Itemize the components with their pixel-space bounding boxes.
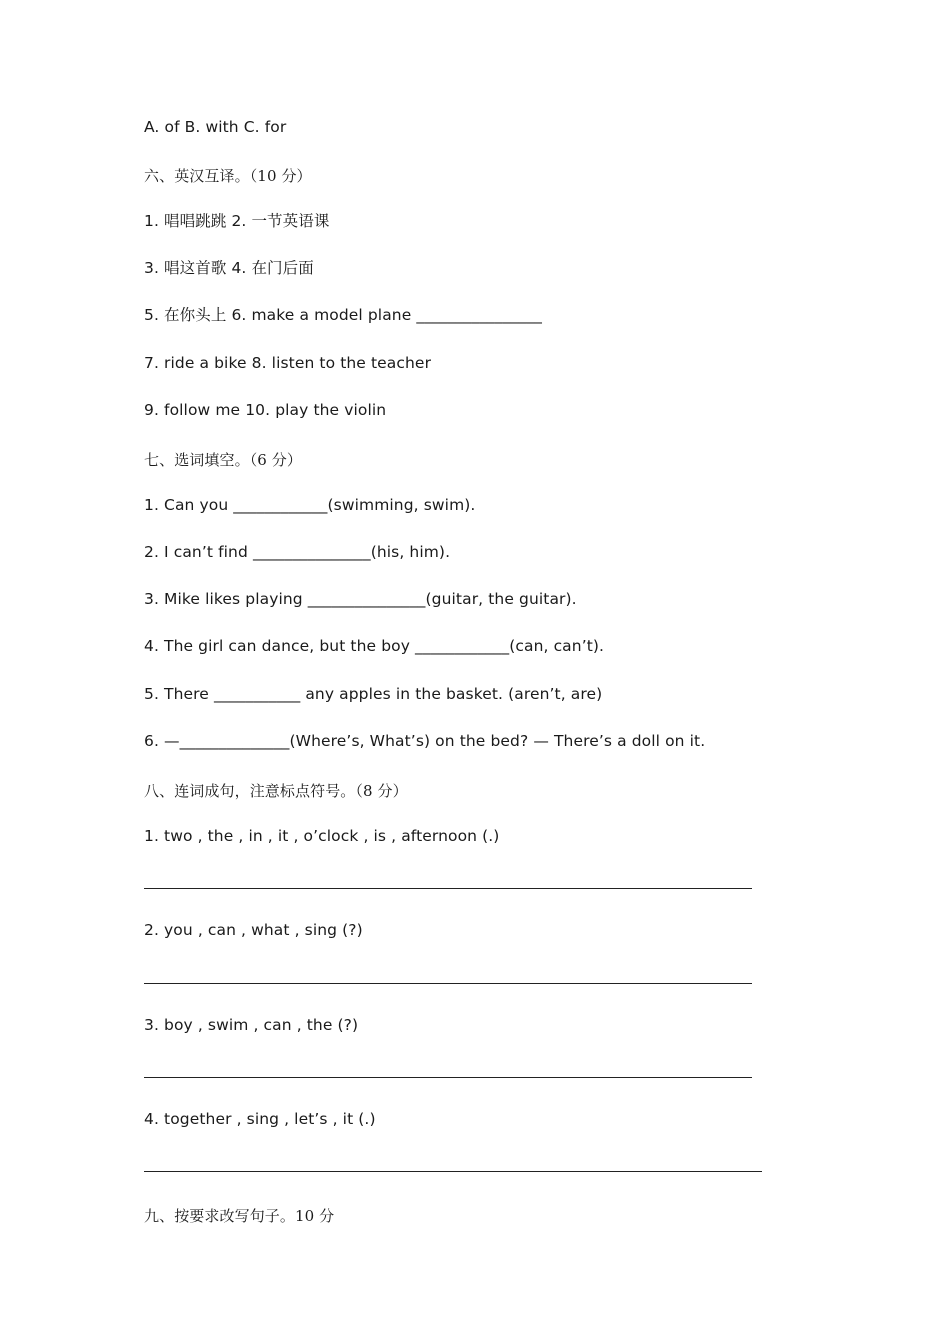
- answer-line-3: [144, 1077, 752, 1078]
- section-eight-heading: 八、连词成句，注意标点符号。（8 分）: [144, 782, 408, 800]
- reorder-item-3: 3. boy , swim , can , the (?): [144, 1016, 359, 1034]
- answer-line-2: [144, 983, 752, 984]
- answer-line-1: [144, 888, 752, 889]
- fill-blank-item-1: 1. Can you ____________(swimming, swim).: [144, 496, 476, 514]
- reorder-item-4: 4. together , sing , let’s , it (.): [144, 1110, 376, 1128]
- translation-item-5-6: 5. 在你头上 6. make a model plane ________________: [144, 306, 542, 324]
- translation-item-7-8: 7. ride a bike 8. listen to the teacher: [144, 354, 432, 372]
- option-line: A. of B. with C. for: [144, 118, 287, 136]
- fill-blank-item-4: 4. The girl can dance, but the boy ____________(can, can’t).: [144, 637, 605, 655]
- translation-item-1-2: 1. 唱唱跳跳 2. 一节英语课: [144, 212, 330, 230]
- reorder-item-2: 2. you , can , what , sing (?): [144, 921, 363, 939]
- translation-item-3-4: 3. 唱这首歌 4. 在门后面: [144, 259, 314, 277]
- translation-item-9-10: 9. follow me 10. play the violin: [144, 401, 387, 419]
- fill-blank-item-2: 2. I can’t find _______________(his, him).: [144, 543, 451, 561]
- fill-blank-item-5: 5. There ___________ any apples in the basket. (aren’t, are): [144, 685, 603, 703]
- fill-blank-item-3: 3. Mike likes playing _______________(guitar, the guitar).: [144, 590, 577, 608]
- section-six-heading: 六、英汉互译。（10 分）: [144, 167, 312, 185]
- section-nine-heading: 九、按要求改写句子。10 分: [144, 1207, 335, 1225]
- reorder-item-1: 1. two , the , in , it , o’clock , is , afternoon (.): [144, 827, 500, 845]
- section-seven-heading: 七、选词填空。（6 分）: [144, 451, 303, 469]
- answer-line-4: [144, 1171, 762, 1172]
- fill-blank-item-6: 6. —______________(Where’s, What’s) on the bed? — There’s a doll on it.: [144, 732, 706, 750]
